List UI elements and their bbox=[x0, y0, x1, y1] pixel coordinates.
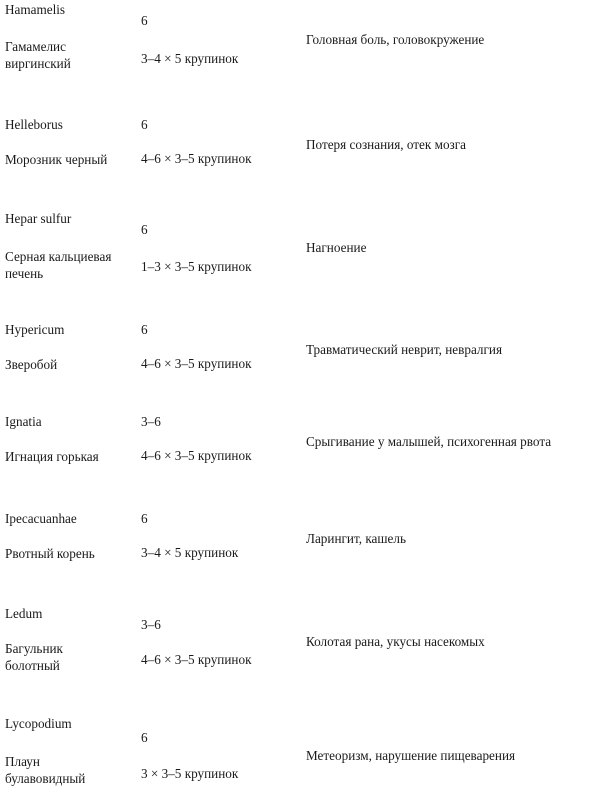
remedy-russian-name-line-1: Морозник черный bbox=[5, 152, 108, 167]
remedy-latin-name: Ipecacuanhae bbox=[5, 511, 77, 526]
remedy-granules: 4–6 × 3–5 крупинок bbox=[141, 356, 252, 371]
remedy-latin-name: Ignatia bbox=[5, 414, 42, 429]
remedy-indication: Головная боль, головокружение bbox=[306, 32, 485, 47]
remedy-latin-name: Hamamelis bbox=[5, 2, 66, 17]
remedy-latin-name: Lycopodium bbox=[5, 716, 72, 731]
remedy-granules: 1–3 × 3–5 крупинок bbox=[141, 259, 252, 274]
remedy-russian-name-line-2: болотный bbox=[5, 658, 60, 673]
remedy-potency: 6 bbox=[141, 511, 148, 526]
remedy-indication: Метеоризм, нарушение пищеварения bbox=[306, 748, 516, 763]
remedy-russian-name-line-2: печень bbox=[5, 266, 44, 281]
remedy-potency: 3–6 bbox=[141, 617, 161, 632]
remedy-russian-name-line-1: Гамамелис bbox=[5, 39, 66, 54]
remedy-potency: 6 bbox=[141, 322, 148, 337]
remedy-russian-name-line-1: Зверобой bbox=[5, 357, 58, 372]
remedy-potency: 6 bbox=[141, 222, 148, 237]
remedy-indication: Потеря сознания, отек мозга bbox=[306, 137, 467, 152]
remedy-indication: Срыгивание у малышей, психогенная рвота bbox=[306, 434, 552, 449]
remedy-latin-name: Ledum bbox=[5, 606, 43, 621]
remedy-indication: Нагноение bbox=[306, 240, 367, 255]
remedy-russian-name-line-1: Багульник bbox=[5, 641, 63, 656]
remedy-granules: 4–6 × 3–5 крупинок bbox=[141, 448, 252, 463]
remedy-potency: 6 bbox=[141, 13, 148, 28]
remedy-granules: 3–4 × 5 крупинок bbox=[141, 51, 239, 66]
remedy-russian-name-line-2: булавовидный bbox=[5, 771, 86, 786]
remedy-granules: 4–6 × 3–5 крупинок bbox=[141, 151, 252, 166]
remedy-russian-name-line-1: Серная кальциевая bbox=[5, 249, 112, 264]
remedy-indication: Травматический неврит, невралгия bbox=[306, 342, 503, 357]
remedy-latin-name: Helleborus bbox=[5, 117, 63, 132]
remedy-potency: 3–6 bbox=[141, 414, 161, 429]
remedy-russian-name-line-1: Игнация горькая bbox=[5, 449, 99, 464]
remedy-latin-name: Hepar sulfur bbox=[5, 211, 72, 226]
remedy-russian-name-line-1: Плаун bbox=[5, 754, 40, 769]
remedy-russian-name-line-1: Рвотный корень bbox=[5, 546, 95, 561]
remedy-potency: 6 bbox=[141, 117, 148, 132]
remedy-indication: Ларингит, кашель bbox=[306, 531, 406, 546]
remedy-granules: 3 × 3–5 крупинок bbox=[141, 766, 239, 781]
remedy-potency: 6 bbox=[141, 730, 148, 745]
remedy-indication: Колотая рана, укусы насекомых bbox=[306, 634, 485, 649]
remedy-latin-name: Hypericum bbox=[5, 322, 65, 337]
remedy-granules: 3–4 × 5 крупинок bbox=[141, 545, 239, 560]
remedy-russian-name-line-2: виргинский bbox=[5, 56, 71, 71]
remedy-granules: 4–6 × 3–5 крупинок bbox=[141, 652, 252, 667]
